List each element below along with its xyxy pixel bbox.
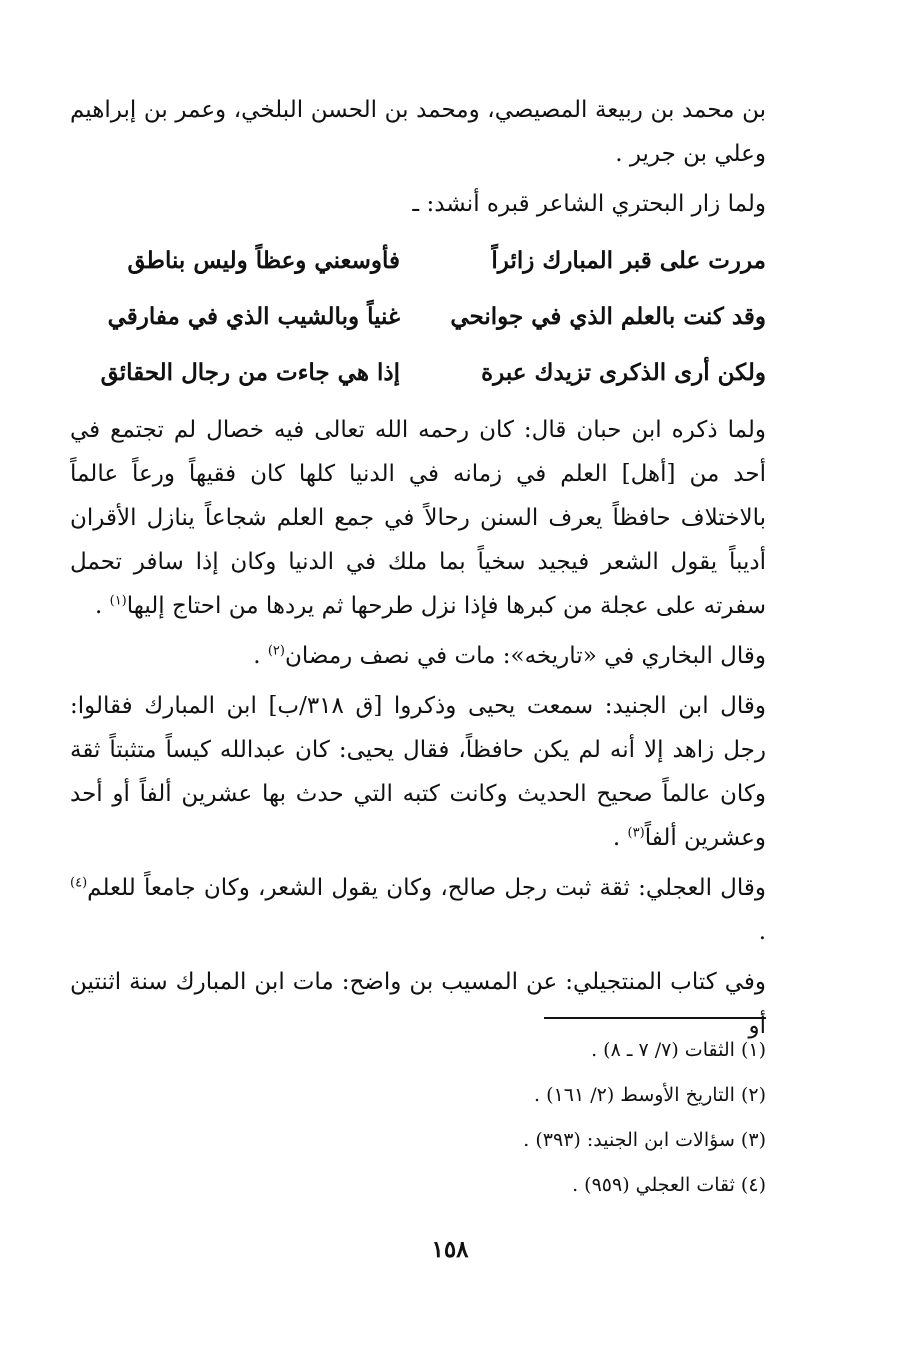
poem-verse	[70, 232, 766, 288]
verse-second-hemistich: فأوسعني وعظاً وليس بناطق	[127, 246, 400, 274]
footnote-3: (٣) سؤالات ابن الجنيد: (٣٩٣) .	[523, 1129, 766, 1151]
paragraph-muntajili: وفي كتاب المنتجيلي: عن المسيب بن واضح: مات ابن المبارك سنة اثنتين أو	[70, 969, 766, 1039]
paragraph-text: وقال ابن الجنيد: سمعت يحيى وذكروا [ق ٣١٨/ب] ابن المبارك فقالوا: رجل زاهد إلا أنه لم يكن حافظاً، فقال يحيى: كان عبدالله كيساً متثبتاً ثقة وكان عالماً صحيح الحديث وكانت كتبه التي حدث بها عشرين ألفاً أو أحد وعشرين ألفاً	[70, 693, 766, 851]
verse-first-hemistich: مررت على قبر المبارك زائراً	[491, 246, 766, 274]
verse-second-hemistich: إذا هي جاءت من رجال الحقائق	[100, 358, 400, 386]
footnote-4: (٤) ثقات العجلي (٩٥٩) .	[572, 1174, 766, 1196]
poem-verse	[70, 288, 766, 344]
end-mark: .	[253, 643, 268, 669]
paragraph-ibn-junayd	[70, 684, 766, 860]
verse-first-hemistich: وقد كنت بالعلم الذي في جوانحي	[450, 302, 766, 330]
verse-first-hemistich: ولكن أرى الذكرى تزيدك عبرة	[481, 358, 766, 386]
poem	[70, 232, 766, 400]
poem-verse	[70, 344, 766, 400]
paragraph-bukhari	[70, 634, 766, 678]
footnote-2: (٢) التاريخ الأوسط (٢/ ١٦١) .	[534, 1084, 766, 1106]
footnote-ref-2[interactable]: (٢)	[267, 643, 285, 659]
end-mark: .	[758, 919, 766, 945]
footnote-ref-1[interactable]: (١)	[109, 593, 127, 609]
end-mark: .	[612, 825, 628, 851]
end-mark: .	[94, 593, 110, 619]
paragraph-buhturi-intro: ولما زار البحتري الشاعر قبره أنشد: ـ	[412, 191, 766, 217]
paragraph-ibn-hibban	[70, 408, 766, 628]
verse-second-hemistich: غنياً وبالشيب الذي في مفارقي	[107, 302, 400, 330]
paragraph-text: وقال البخاري في «تاريخه»: مات في نصف رمضان	[284, 643, 766, 669]
footnotes	[70, 1028, 766, 1208]
paragraph-text: وقال العجلي: ثقة ثبت رجل صالح، وكان يقول الشعر، وكان جامعاً للعلم	[87, 875, 766, 901]
main-text	[70, 88, 766, 1054]
footnote-ref-4[interactable]: (٤)	[70, 875, 88, 891]
footnote-ref-3[interactable]: (٣)	[627, 825, 645, 841]
footnote-1: (١) الثقات (٧/ ٧ ـ ٨) .	[591, 1039, 766, 1061]
paragraph-text: ولما ذكره ابن حبان قال: كان رحمه الله تعالى فيه خصال لم تجتمع في أحد من [أهل] العلم في زمانه في الدنيا كلها كان فقيهاً ورعاً عالماً بالاختلاف حافظاً يعرف السنن رحالاً في جمع العلم شجاعاً ينازل الأقران أديباً يقول الشعر فيجيد سخياً بما ملك في الدنيا وكان إذا سافر تحمل سفرته على عجلة من كبرها فإذا نزل طرحها ثم يردها من احتاج إليها	[70, 417, 766, 619]
footnote-divider	[544, 1017, 766, 1019]
paragraph-narrators: بن محمد بن ربيعة المصيصي، ومحمد بن الحسن البلخي، وعمر بن إبراهيم وعلي بن جرير .	[70, 97, 766, 167]
page-number: ١٥٨	[431, 1236, 469, 1263]
paragraph-ijli	[70, 866, 766, 954]
